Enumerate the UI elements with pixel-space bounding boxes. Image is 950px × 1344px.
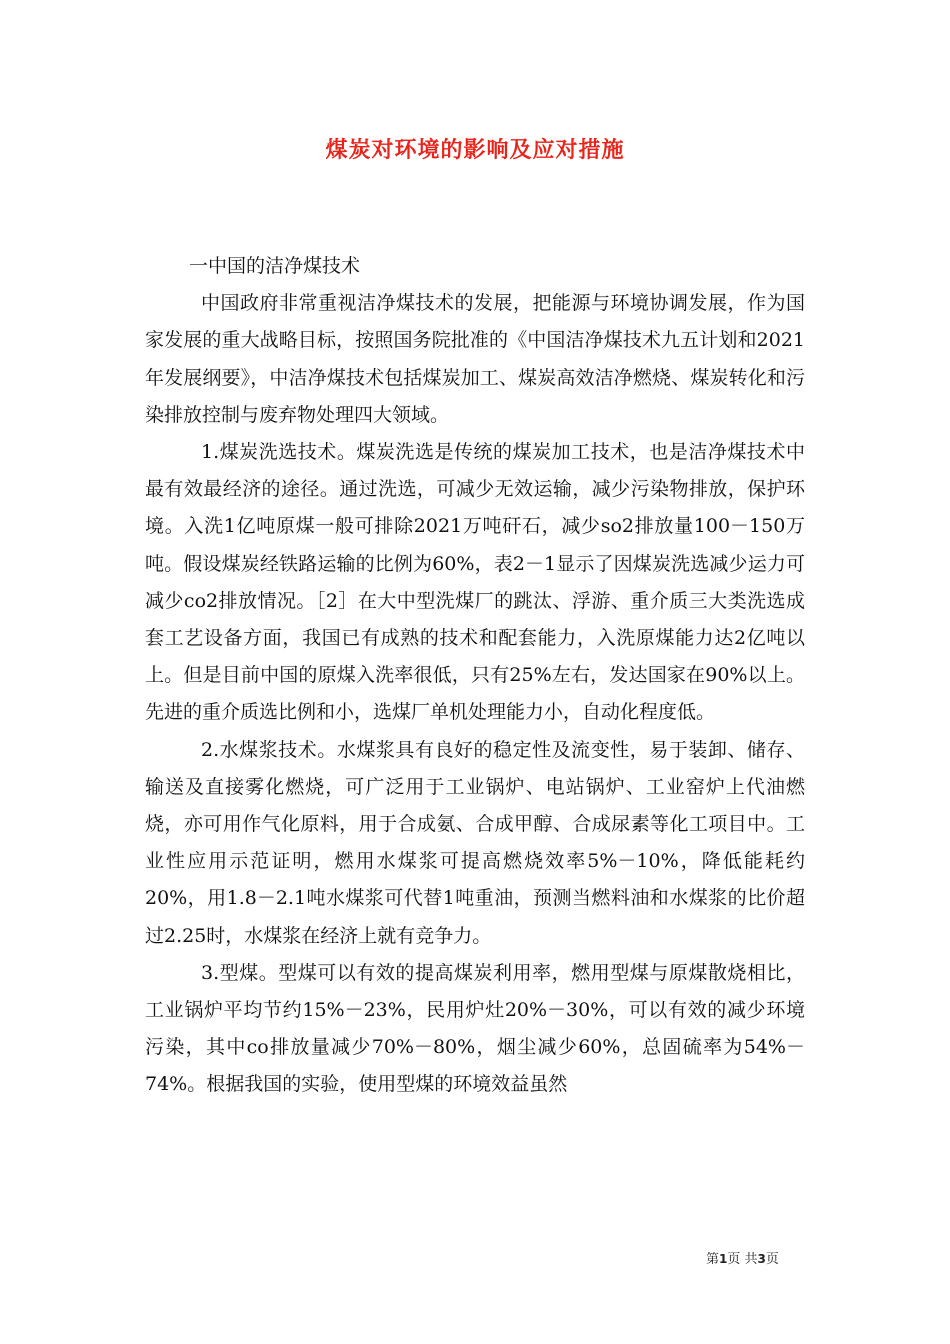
paragraph-coal-washing: 1.煤炭洗选技术。煤炭洗选是传统的煤炭加工技术，也是洁净煤技术中最有效最经济的途径。通过洗选，可减少无效运输，减少污染物排放，保护环境。入洗1亿吨原煤一般可排除2021万吨矸石，减少so2排放量100－150万吨。假设煤炭经铁路运输的比例为60%，表2－1显示了因煤炭洗选减少运力可减少co2排放情况。［2］在大中型洗煤厂的跳汰、浮游、重介质三大类洗选成套工艺设备方面，我国已有成熟的技术和配套能力，入洗原煤能力达2亿吨以上。但是目前中国的原煤入洗率很低，只有25%左右，发达国家在90%以上。先进的重介质选比例和小，选煤厂单机处理能力小，自动化程度低。 [145,441,805,724]
footer-middle: 页 共 [727,1252,758,1267]
paragraph-coal-water-slurry: 2.水煤浆技术。水煤浆具有良好的稳定性及流变性，易于装卸、储存、输送及直接雾化燃烧，可广泛用于工业锅炉、电站锅炉、工业窑炉上代油燃烧，亦可用作气化原料，用于合成氨、合成甲醇、合成尿素等化工项目中。工业性应用示范证明，燃用水煤浆可提高燃烧效率5%－10%，降低能耗约20%，用1.8－2.1吨水煤浆可代替1吨重油，预测当燃料油和水煤浆的比价超过2.25时，水煤浆在经济上就有竞争力。 [145,738,805,947]
footer-suffix: 页 [765,1252,779,1267]
total-pages-number: 3 [757,1252,766,1266]
current-page-number: 1 [719,1252,728,1266]
document-body [145,248,805,1104]
document-title: 煤炭对环境的影响及应对措施 [325,137,625,163]
paragraph-intro: 中国政府非常重视洁净煤技术的发展，把能源与环境协调发展，作为国家发展的重大战略目标，按照国务院批准的《中国洁净煤技术九五计划和2021年发展纲要》，中洁净煤技术包括煤炭加工、煤炭高效洁净燃烧、煤炭转化和污染排放控制与废弃物处理四大领域。 [145,292,805,426]
paragraph-briquette: 3.型煤。型煤可以有效的提高煤炭利用率，燃用型煤与原煤散烧相比，工业锅炉平均节约15%－23%，民用炉灶20%－30%，可以有效的减少环境污染，其中co排放量减少70%－80%，烟尘减少60%，总固硫率为54%－74%。根据我国的实验，使用型煤的环境效益虽然 [145,961,805,1096]
section-heading: 一中国的洁净煤技术 [189,255,361,277]
page-footer [706,1248,779,1267]
footer-prefix: 第 [706,1252,720,1267]
